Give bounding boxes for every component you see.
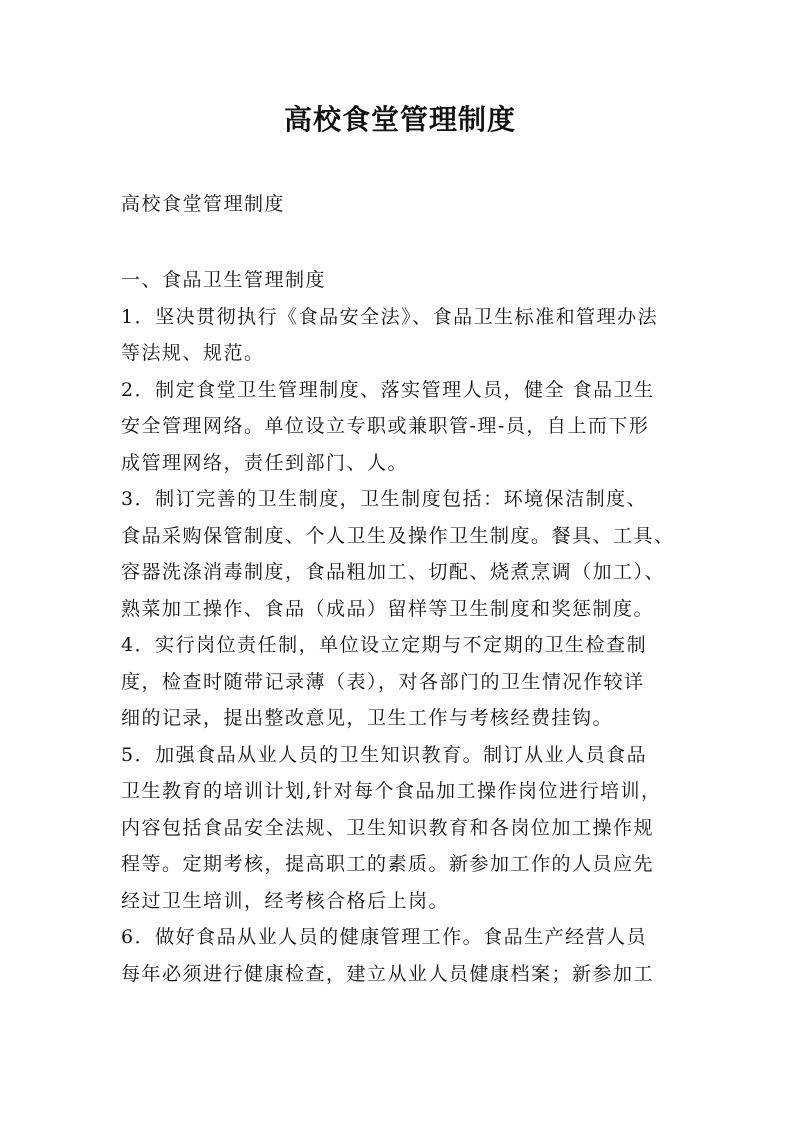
text-line: 熟菜加工操作、食品（成品）留样等卫生制度和奖惩制度。 xyxy=(121,597,655,620)
text-line: 程等。定期考核，提高职工的素质。新参加工作的人员应先 xyxy=(121,853,655,875)
document-subtitle: 高校食堂管理制度 xyxy=(121,193,286,215)
text-line: 经过卫生培训，经考核合格后上岗。 xyxy=(121,889,450,912)
text-line: 5．加强食品从业人员的卫生知识教育。制订从业人员食品 xyxy=(121,743,648,766)
text-line: 4．实行岗位责任制，单位设立定期与不定期的卫生检查制 xyxy=(121,634,648,656)
text-line: 3．制订完善的卫生制度，卫生制度包括：环境保洁制度、 xyxy=(121,488,648,510)
text-line: 2．制定食堂卫生管理制度、落实管理人员，健全 食品卫生 xyxy=(121,378,655,401)
text-line: 6．做好食品从业人员的健康管理工作。食品生产经营人员 xyxy=(121,926,648,948)
text-line: 食品采购保管制度、个人卫生及操作卫生制度。餐具、工具、 xyxy=(121,524,675,547)
text-line: 内容包括食品安全法规、卫生知识教育和各岗位加工操作规 xyxy=(121,816,655,839)
text-line: 细的记录，提出整改意见，卫生工作与考核经费挂钩。 xyxy=(121,707,614,729)
text-line: 等法规、规范。 xyxy=(121,342,265,364)
text-line: 容器洗涤消毒制度，食品粗加工、切配、烧煮烹调（加工）、 xyxy=(121,561,666,583)
text-line: 度，检查时随带记录薄（表），对各部门的卫生情况作较详 xyxy=(121,670,645,693)
section-heading: 一、食品卫生管理制度 xyxy=(121,269,327,291)
text-line: 卫生教育的培训计划,针对每个食品加工操作岗位进行培训， xyxy=(121,780,662,802)
text-line: 1．坚决贯彻执行《食品安全法》、食品卫生标准和管理办法 xyxy=(121,305,659,328)
text-line: 安全管理网络。单位设立专职或兼职管-理-员，自上而下形 xyxy=(121,415,650,437)
text-line: 成管理网络，责任到部门、人。 xyxy=(121,451,409,474)
text-line: 每年必须进行健康检查，建立从业人员健康档案；新参加工 xyxy=(121,962,655,985)
page-title: 高校食堂管理制度 xyxy=(283,103,516,136)
body-text xyxy=(121,262,691,992)
